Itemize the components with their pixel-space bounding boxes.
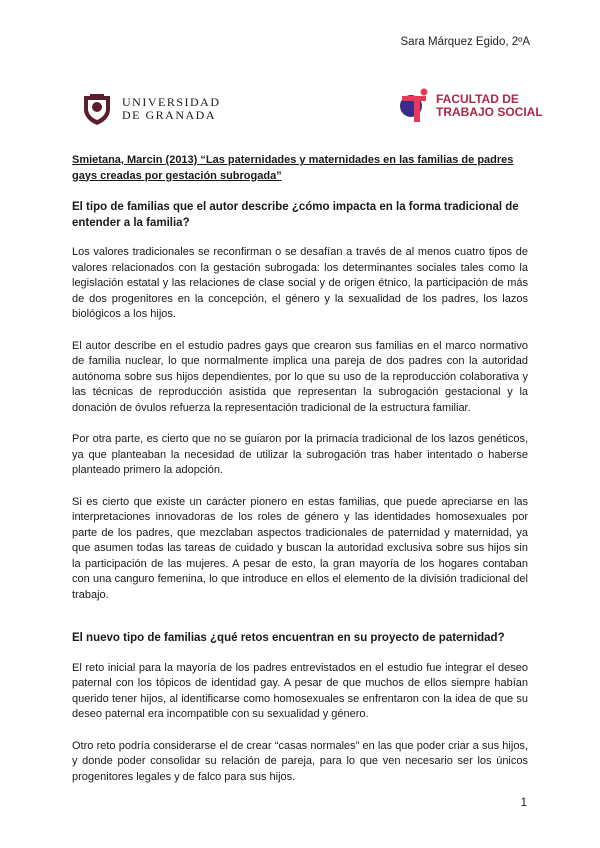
section1-paragraph: Los valores tradicionales se reconfirman o se desafían a través de al menos cuatro tipos de valores relacionados con la gestación subrogada: los determinantes sociales tales como la legislación estatal y las relaciones de clase social y de origen étnico, la participación de más de dos progenitores en la concepción, el género y la sexualidad de los padres, los lazos biológicos a los hijos. <box>72 246 528 320</box>
university-name-line2: DE GRANADA <box>122 108 216 122</box>
section1-question: El tipo de familias que el autor describe ¿cómo impacta en la forma tradicional de entender a la familia? <box>72 201 519 229</box>
faculty-emblem-icon <box>398 86 432 126</box>
faculty-logo <box>398 86 543 126</box>
section2-paragraph: El reto inicial para la mayoría de los padres entrevistados en el estudio fue integrar el deseo paternal con los tópicos de identidad gay. A pesar de que muchos de ellos siempre habían querido tener hijos, al identificarse como homosexuales se enfrentaron con la idea de que su deseo paternal era incompatible con su sexualidad y género. <box>72 661 528 720</box>
section1-paragraph: El autor describe en el estudio padres gays que crearon sus familias en el marco normativo de familia nuclear, lo que normalmente implica una pareja de dos padres con la autoridad autónoma sobre sus hijos dependientes, por lo que su uso de la reproducción colaborativa y las técnicas de reproducción asistida que representan la subrogación gestacional y la donación de óvulos refuerza la representación tradicional de la estructura familiar. <box>72 339 528 414</box>
university-name-line1: UNIVERSIDAD <box>122 95 221 109</box>
document-body <box>72 153 528 801</box>
section2-paragraph: Otro reto podría considerarse el de crear “casas normales” en las que poder criar a sus hijos, y donde poder consolidar su relación de pareja, para lo que ven necesario ser los únicos progenitores legales y de falco para sus hijos. <box>72 739 528 783</box>
section1-paragraph: Si es cierto que existe un carácter pionero en estas familias, que puede apreciarse en las interpretaciones innovadoras de los roles de género y las identidades homosexuales por parte de los padres, que mezclaban aspectos tradicionales de paternidad y maternidad, ya que asumen todas las tareas de cuidado y buscan la autoridad exclusiva sobre sus hijos sin la participación de las mujeres. A pesar de esto, la gran mayoría de los hogares contaban con una canguro femenina, lo que introduce en ellos el elemento de la división tradicional del trabajo. <box>72 495 528 601</box>
page-number: 1 <box>520 797 527 809</box>
bibliographic-reference: Smietana, Marcin (2013) “Las paternidades y maternidades en las familias de padres gays creadas por gestación subrogada” <box>72 154 514 182</box>
faculty-name-line2: TRABAJO SOCIAL <box>436 105 543 119</box>
section1-paragraph: Por otra parte, es cierto que no se guiaron por la primacía tradicional de los lazos genéticos, ya que planteaban la necesidad de utilizar la subrogación tras haber intentado o haberse planteado primero la adopción. <box>72 433 528 476</box>
section2-question: El nuevo tipo de familias ¿qué retos encuentran en su proyecto de paternidad? <box>72 632 505 644</box>
university-crest-icon <box>80 92 114 126</box>
faculty-name-line1: FACULTAD DE <box>436 92 519 106</box>
author-name: Sara Márquez Egido, 2ºA <box>400 36 530 48</box>
university-logo <box>80 92 221 126</box>
